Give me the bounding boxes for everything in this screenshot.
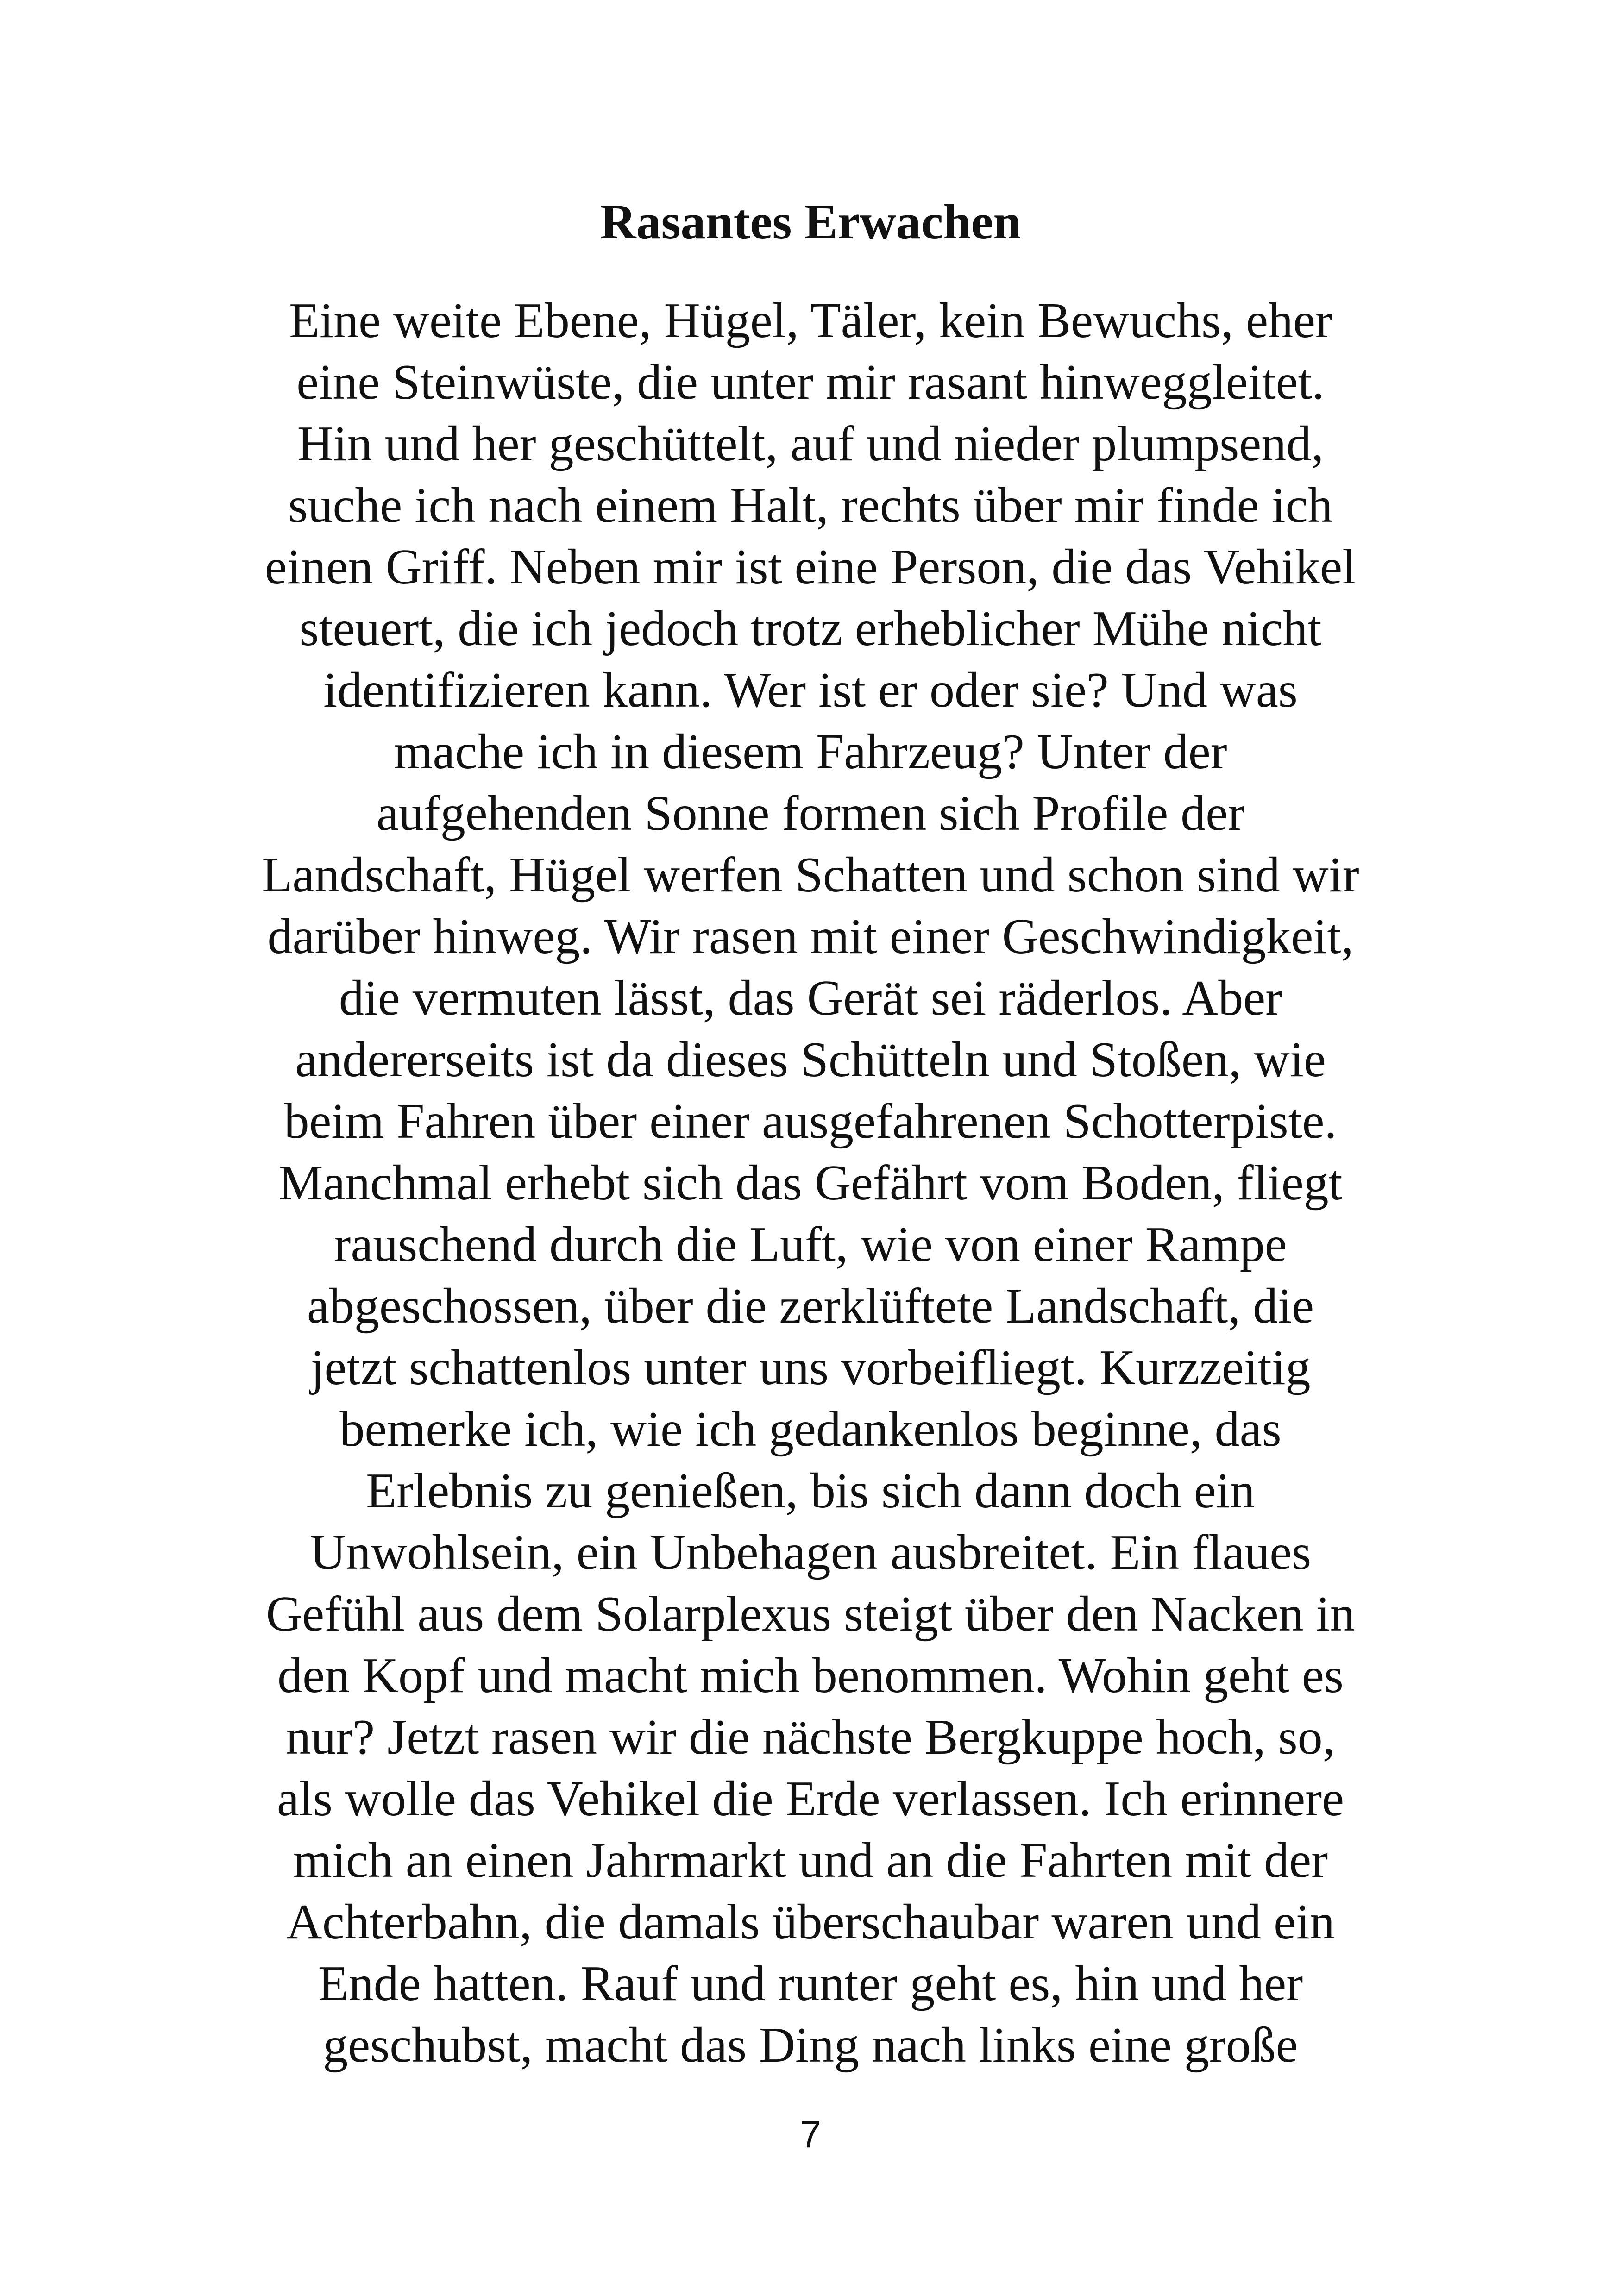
page-number: 7 [800, 2114, 821, 2156]
body-text-line: jetzt schattenlos unter uns vorbeifliegt. Kurzzeitig [310, 1340, 1311, 1395]
body-text-line: nur? Jetzt rasen wir die nächste Bergkuppe hoch, so, [286, 1710, 1335, 1765]
body-text-line: geschubst, macht das Ding nach links eine große [323, 2018, 1298, 2073]
body-text-line: einen Griff. Neben mir ist eine Person, die das Vehikel [264, 539, 1357, 595]
body-text-line: andererseits ist da dieses Schütteln und Stoßen, wie [295, 1032, 1326, 1087]
body-text-line: Hin und her geschüttelt, auf und nieder plumpsend, [297, 416, 1324, 471]
body-text-line: mache ich in diesem Fahrzeug? Unter der [394, 724, 1227, 779]
body-text-line: eine Steinwüste, die unter mir rasant hinweggleitet. [296, 355, 1325, 410]
body-text-line: Landschaft, Hügel werfen Schatten und schon sind wir [262, 847, 1359, 903]
body-text-line: Ende hatten. Rauf und runter geht es, hin und her [318, 1956, 1303, 2011]
body-text-line: beim Fahren über einer ausgefahrenen Schotterpiste. [284, 1094, 1337, 1149]
body-text [176, 290, 1445, 2076]
body-text-line: aufgehenden Sonne formen sich Profile der [376, 786, 1245, 841]
body-text-line: identifizieren kann. Wer ist er oder sie? Und was [323, 663, 1298, 718]
body-text-line: Gefühl aus dem Solarplexus steigt über den Nacken in [266, 1587, 1355, 1642]
body-text-line: suche ich nach einem Halt, rechts über mir finde ich [288, 478, 1333, 533]
body-text-line: Achterbahn, die damals überschaubar waren und ein [286, 1895, 1335, 1950]
body-text-line: darüber hinweg. Wir rasen mit einer Geschwindigkeit, [267, 909, 1354, 964]
body-text-line: Manchmal erhebt sich das Gefährt vom Boden, fliegt [278, 1155, 1343, 1211]
body-text-line: Unwohlsein, ein Unbehagen ausbreitet. Ein flaues [309, 1525, 1312, 1580]
body-text-line: Eine weite Ebene, Hügel, Täler, kein Bewuchs, eher [289, 293, 1332, 348]
body-text-line: den Kopf und macht mich benommen. Wohin geht es [277, 1648, 1344, 1703]
chapter-title: Rasantes Erwachen [600, 194, 1021, 250]
body-text-line: mich an einen Jahrmarkt und an die Fahrten mit der [293, 1833, 1328, 1888]
body-text-line: als wolle das Vehikel die Erde verlassen. Ich erinnere [276, 1771, 1345, 1826]
body-text-line: die vermuten lässt, das Gerät sei räderlos. Aber [339, 971, 1282, 1026]
body-text-line: Erlebnis zu genießen, bis sich dann doch ein [366, 1463, 1255, 1518]
body-text-line: bemerke ich, wie ich gedankenlos beginne, das [339, 1402, 1282, 1457]
body-text-line: abgeschossen, über die zerklüftete Landschaft, die [307, 1279, 1314, 1334]
body-text-line: rauschend durch die Luft, wie von einer Rampe [334, 1217, 1287, 1272]
body-text-line: steuert, die ich jedoch trotz erheblicher Mühe nicht [299, 601, 1322, 656]
